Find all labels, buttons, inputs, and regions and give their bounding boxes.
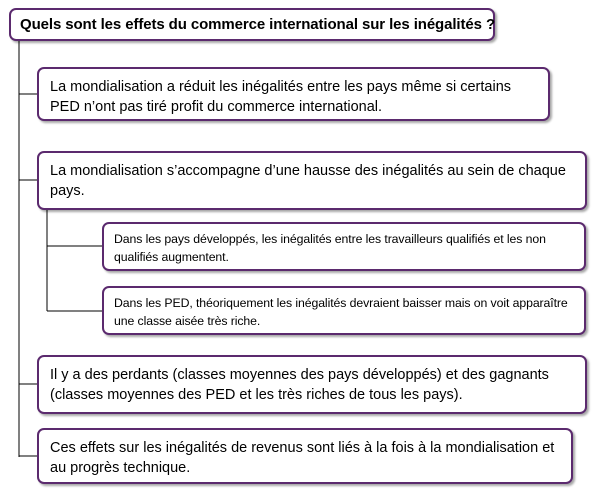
- item-text-3: Il y a des perdants (classes moyennes des pays développés) et des gagnants (classes moyennes des PED et les très riches de tous les pays).: [50, 367, 549, 403]
- subitem-box-2: [102, 286, 586, 335]
- subitem-text-1: Dans les pays développés, les inégalités entre les travailleurs qualifiés et les non qualifiés augmentent.: [114, 232, 546, 264]
- subitem-text-2: Dans les PED, théoriquement les inégalités devraient baisser mais on voit apparaître une classe aisée très riche.: [114, 296, 568, 328]
- item-box-1: [37, 67, 550, 121]
- item-text-2: La mondialisation s’accompagne d’une hausse des inégalités au sein de chaque pays.: [50, 163, 566, 199]
- item-text-4: Ces effets sur les inégalités de revenus sont liés à la fois à la mondialisation et au progrès technique.: [50, 440, 555, 476]
- diagram-title: Quels sont les effets du commerce international sur les inégalités ?: [20, 16, 496, 33]
- item-box-2: [37, 151, 587, 210]
- item-text-1: La mondialisation a réduit les inégalités entre les pays même si certains PED n’ont pas tiré profit du commerce international.: [50, 79, 512, 115]
- diagram-title-box: [9, 8, 495, 41]
- item-box-4: [37, 428, 573, 484]
- item-box-3: [37, 355, 587, 414]
- subitem-box-1: [102, 222, 586, 271]
